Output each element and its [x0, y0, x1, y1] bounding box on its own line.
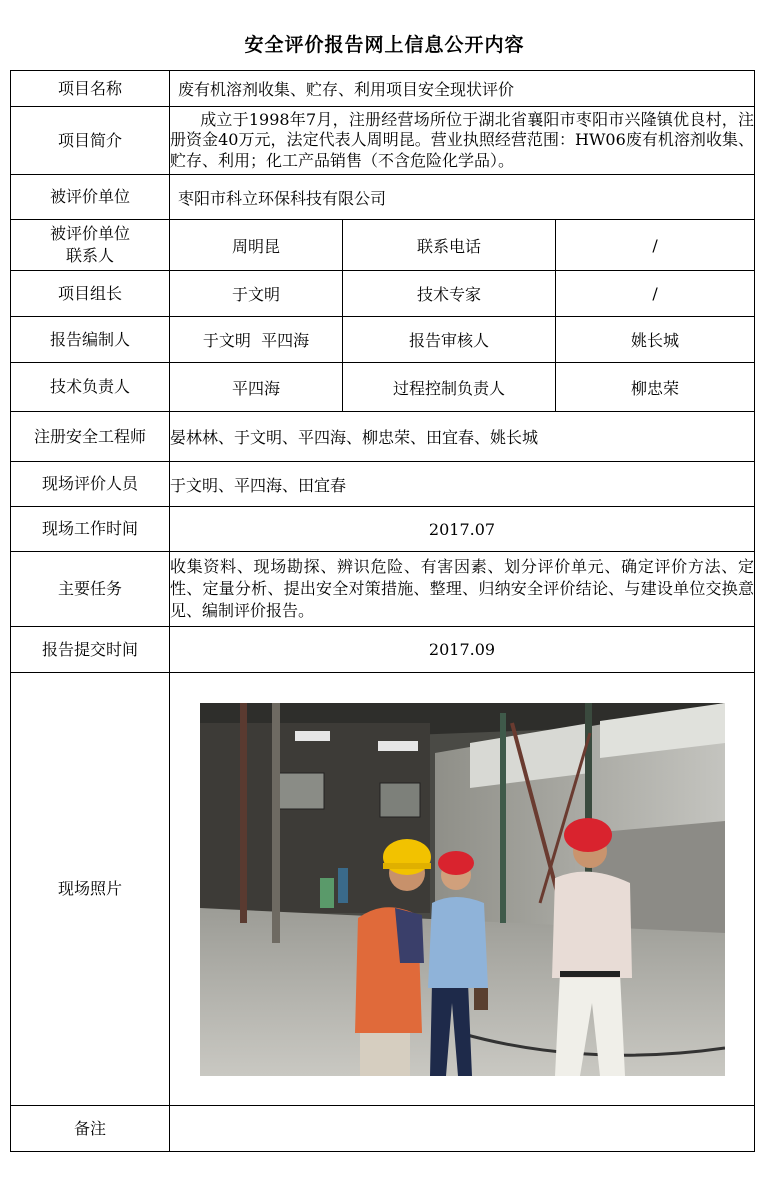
value-report-author: 于文明 平四海 [170, 317, 343, 363]
row-remarks [11, 1106, 755, 1152]
label-team-leader: 项目组长 [11, 271, 170, 317]
ceiling-light [378, 741, 418, 751]
yellow-helmet [383, 839, 431, 875]
label-remarks: 备注 [11, 1106, 170, 1152]
label-process-lead: 过程控制负责人 [343, 363, 556, 412]
label-unit-contact-line1: 被评价单位 [49, 224, 130, 243]
page-title: 安全评价报告网上信息公开内容 [244, 34, 525, 56]
label-site-time: 现场工作时间 [11, 507, 170, 552]
row-unit-contact [11, 220, 755, 271]
label-tech-lead: 技术负责人 [11, 363, 170, 412]
row-site-photo [11, 673, 755, 1106]
steel-column [500, 713, 506, 923]
ceiling-light [295, 731, 330, 741]
steel-column [272, 703, 280, 943]
value-tech-lead: 平四海 [170, 363, 343, 412]
label-submit-time: 报告提交时间 [11, 627, 170, 673]
value-site-staff: 于文明、平四海、田宜春 [170, 462, 755, 507]
value-process-lead: 柳忠荣 [556, 363, 755, 412]
row-evaluated-unit [11, 175, 755, 220]
value-site-photo [170, 673, 755, 1106]
value-tech-expert: / [556, 271, 755, 317]
label-site-photo: 现场照片 [11, 673, 170, 1106]
row-tech-lead [11, 363, 755, 412]
value-evaluated-unit: 枣阳市科立环保科技有限公司 [170, 175, 755, 220]
row-report-author [11, 317, 755, 363]
label-reviewer: 报告审核人 [343, 317, 556, 363]
value-site-time: 2017.07 [170, 507, 755, 552]
label-safety-engineers: 注册安全工程师 [11, 412, 170, 462]
row-safety-engineers [11, 412, 755, 462]
site-photo [200, 703, 725, 1076]
value-project-name: 废有机溶剂收集、贮存、利用项目安全现状评价 [170, 71, 755, 107]
row-main-tasks [11, 552, 755, 627]
window-center [380, 783, 420, 817]
label-evaluated-unit: 被评价单位 [11, 175, 170, 220]
row-submit-time [11, 627, 755, 673]
label-site-staff: 现场评价人员 [11, 462, 170, 507]
label-main-tasks: 主要任务 [11, 552, 170, 627]
gas-cylinder [320, 878, 334, 908]
value-main-tasks: 收集资料、现场勘探、辨识危险、有害因素、划分评价单元、确定评价方法、定性、定量分析、提出安全对策措施、整理、归纳安全评价结论、与建设单位交换意见、编制评价报告。 [170, 552, 755, 627]
row-site-staff [11, 462, 755, 507]
value-project-intro [170, 107, 755, 175]
row-project-intro [11, 107, 755, 175]
intro-text: 成立于1998年7月，注册经营场所位于湖北省襄阳市枣阳市兴隆镇优良村，注册资金40万元，法定代表人周明昆。营业执照经营范围：HW06废有机溶剂收集、贮存、利用；化工产品销售（不含危险化学品）。 [170, 109, 755, 170]
value-remarks [170, 1106, 755, 1152]
info-table [10, 70, 755, 1152]
red-helmet [564, 818, 612, 852]
label-report-author: 报告编制人 [11, 317, 170, 363]
value-safety-engineers: 晏林林、于文明、平四海、柳忠荣、田宜春、姚长城 [170, 412, 755, 462]
label-project-name: 项目名称 [11, 71, 170, 107]
row-project-name [11, 71, 755, 107]
value-team-leader: 于文明 [170, 271, 343, 317]
label-tech-expert: 技术专家 [343, 271, 556, 317]
value-phone: / [556, 220, 755, 271]
distant-worker [338, 868, 348, 903]
value-reviewer: 姚长城 [556, 317, 755, 363]
row-team-leader [11, 271, 755, 317]
label-project-intro: 项目简介 [11, 107, 170, 175]
value-submit-time: 2017.09 [170, 627, 755, 673]
window-left [278, 773, 324, 809]
label-phone: 联系电话 [343, 220, 556, 271]
value-unit-contact: 周明昆 [170, 220, 343, 271]
steel-column [240, 703, 247, 923]
label-unit-contact-line2: 联系人 [65, 246, 114, 265]
label-unit-contact [11, 220, 170, 271]
red-helmet [438, 851, 474, 875]
row-site-time [11, 507, 755, 552]
